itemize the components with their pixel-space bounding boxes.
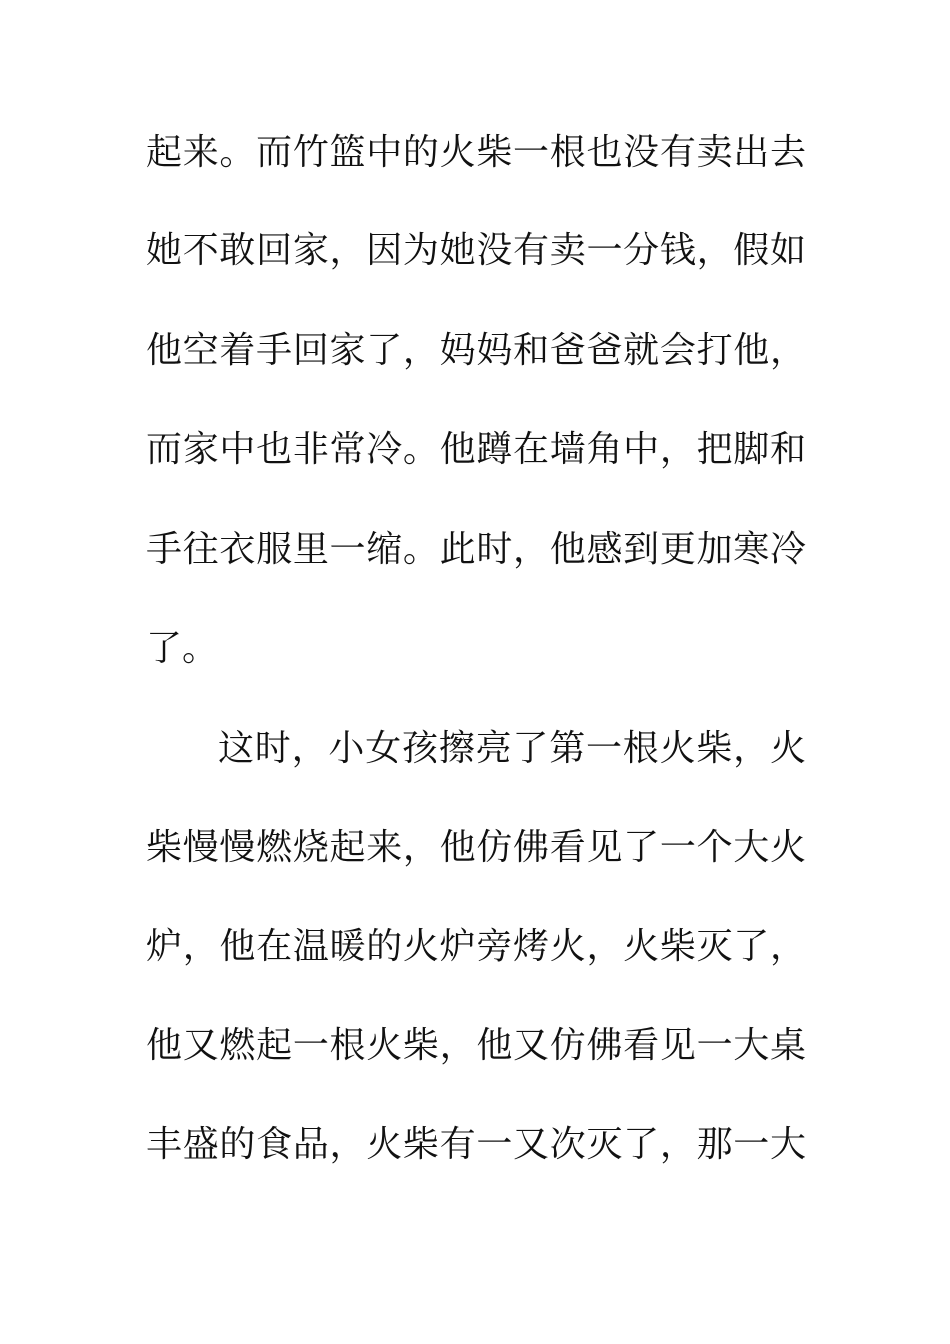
text-line: 他又燃起一根火柴，他又仿佛看见一大桌 xyxy=(146,1025,806,1066)
text-line: 他空着手回家了，妈妈和爸爸就会打他， xyxy=(146,330,806,371)
text-line: 而家中也非常冷。他蹲在墙角中，把脚和 xyxy=(146,429,806,470)
text-line: 她不敢回家，因为她没有卖一分钱，假如 xyxy=(146,230,806,271)
text-line: 手往衣服里一缩。此时，他感到更加寒冷 xyxy=(146,529,806,570)
text-line: 炉，他在温暖的火炉旁烤火，火柴灭了， xyxy=(146,926,806,967)
text-line: 了。 xyxy=(146,628,219,669)
text-line: 柴慢慢燃烧起来，他仿佛看见了一个大火 xyxy=(146,827,806,868)
text-line: 起来。而竹篮中的火柴一根也没有卖出去 xyxy=(146,132,806,173)
text-line: 丰盛的食品，火柴有一又次灭了，那一大 xyxy=(146,1124,806,1165)
paragraph-first-line: 这时，小女孩擦亮了第一根火柴，火 xyxy=(218,728,806,769)
